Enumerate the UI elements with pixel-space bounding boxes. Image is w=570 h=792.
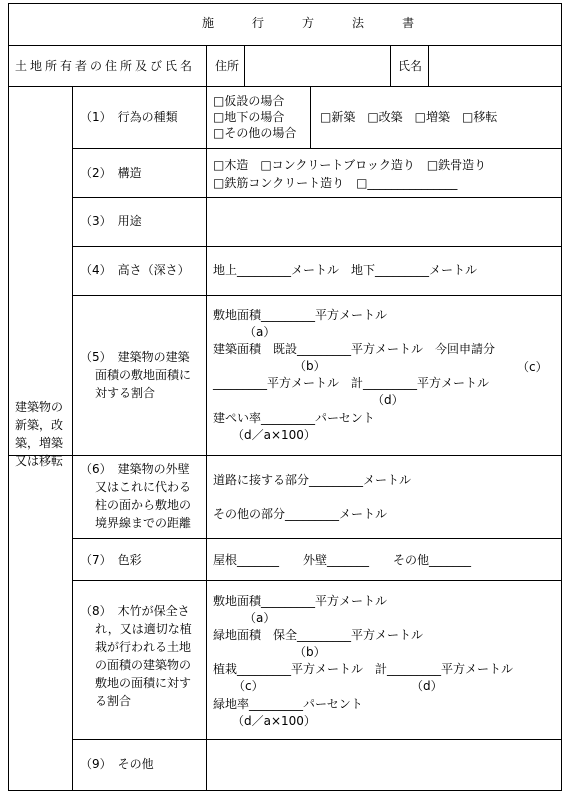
- owner-label: 土地所有者の住所及び氏名: [15, 59, 196, 73]
- divider: [428, 45, 429, 86]
- structure-options-2[interactable]: □鉄筋コンクリート造り □_______________: [213, 176, 458, 190]
- divider: [72, 148, 562, 149]
- coverage-ratio-field[interactable]: 建ぺい率_________パーセント: [213, 411, 375, 425]
- green-formula: （d／a×100）: [232, 714, 316, 728]
- divider: [72, 580, 562, 581]
- divider: [72, 538, 562, 539]
- divider: [72, 86, 73, 791]
- divider: [8, 86, 562, 87]
- title-char: 方: [302, 16, 315, 30]
- title-char: 書: [402, 16, 415, 30]
- side-label-line: 又は移転: [15, 454, 64, 468]
- mark-a: （a）: [244, 325, 276, 339]
- divider: [244, 45, 245, 86]
- road-distance-field[interactable]: 道路に接する部分_________メートル: [213, 473, 412, 487]
- divider: [72, 197, 562, 198]
- color-fields[interactable]: 屋根_______ 外壁_______ その他_______: [213, 553, 472, 567]
- mark-b: （b）: [294, 645, 326, 659]
- row2-label: （2） 構造: [80, 166, 142, 180]
- divider: [310, 86, 311, 148]
- name-field[interactable]: [430, 47, 560, 84]
- row7-label: （7） 色彩: [80, 553, 142, 567]
- row5-label-line: 対する割合: [95, 386, 156, 400]
- divider: [72, 295, 562, 296]
- mark-c: （c）: [233, 679, 264, 693]
- checkbox-action-types[interactable]: □新築 □改築 □増築 □移転: [320, 110, 498, 124]
- title-char: 法: [352, 16, 365, 30]
- name-label: 氏名: [398, 59, 423, 73]
- area-total-field[interactable]: _________平方メートル 計_________平方メートル: [213, 376, 490, 390]
- structure-options-1[interactable]: □木造 □コンクリートブロック造り □鉄骨造り: [213, 158, 487, 172]
- use-field[interactable]: [208, 199, 560, 244]
- divider: [8, 455, 562, 456]
- divider: [390, 45, 391, 86]
- row1-label: （1） 行為の種類: [80, 110, 178, 124]
- checkbox-underground[interactable]: □地下の場合: [213, 110, 285, 124]
- row6-label-line: 又はこれに代わる: [95, 480, 192, 494]
- height-fields[interactable]: 地上_________メートル 地下_________メートル: [213, 263, 478, 277]
- checkbox-temporary[interactable]: □仮設の場合: [213, 94, 285, 108]
- row8-label-line: 敷地の面積に対す: [95, 676, 192, 690]
- other-field[interactable]: [208, 741, 560, 788]
- mark-b: （b）: [294, 359, 326, 373]
- row6-label-line: 柱の面から敷地の: [95, 498, 192, 512]
- row8-label-line: れ，又は適切な植: [95, 622, 192, 636]
- checkbox-other-case[interactable]: □その他の場合: [213, 126, 297, 140]
- divider: [206, 45, 207, 86]
- green-site-area-field[interactable]: 敷地面積_________平方メートル: [213, 594, 388, 608]
- building-area-field[interactable]: 建築面積 既設_________平方メートル 今回申請分: [213, 342, 496, 356]
- mark-a: （a）: [244, 611, 276, 625]
- row6-label-line: （6） 建築物の外壁: [80, 462, 190, 476]
- site-area-field[interactable]: 敷地面積_________平方メートル: [213, 308, 388, 322]
- side-label-line: 築，増築: [15, 436, 64, 450]
- green-ratio-field[interactable]: 緑地率_________パーセント: [213, 697, 363, 711]
- row6-label-line: 境界線までの距離: [95, 516, 192, 530]
- mark-d: （d）: [372, 393, 404, 407]
- row5-label-line: （5） 建築物の建築: [80, 350, 190, 364]
- side-label-line: 建築物の: [15, 400, 64, 414]
- row4-label: （4） 高さ（深さ）: [80, 263, 190, 277]
- other-distance-field[interactable]: その他の部分_________メートル: [213, 507, 388, 521]
- address-field[interactable]: [246, 47, 388, 84]
- divider: [8, 45, 562, 46]
- row8-label-line: 栽が行われる土地: [95, 640, 192, 654]
- planting-total-field[interactable]: 植栽_________平方メートル 計_________平方メートル: [213, 662, 514, 676]
- divider: [72, 739, 562, 740]
- divider: [72, 246, 562, 247]
- row9-label: （9） その他: [80, 757, 154, 771]
- title-char: 施: [202, 16, 215, 30]
- row8-label-line: の面積の建築物の: [95, 658, 192, 672]
- coverage-formula: （d／a×100）: [232, 428, 316, 442]
- row8-label-line: る割合: [95, 694, 132, 708]
- green-area-field[interactable]: 緑地面積 保全_________平方メートル: [213, 628, 424, 642]
- divider: [206, 86, 207, 791]
- row8-label-line: （8） 木竹が保全さ: [80, 604, 190, 618]
- title-char: 行: [252, 16, 265, 30]
- row3-label: （3） 用途: [80, 214, 142, 228]
- row5-label-line: 面積の敷地面積に: [95, 368, 192, 382]
- mark-c: （c）: [517, 360, 548, 374]
- form-title: [202, 16, 414, 31]
- side-label-line: 新築，改: [15, 418, 64, 432]
- address-label: 住所: [215, 59, 240, 73]
- mark-d: （d）: [411, 679, 443, 693]
